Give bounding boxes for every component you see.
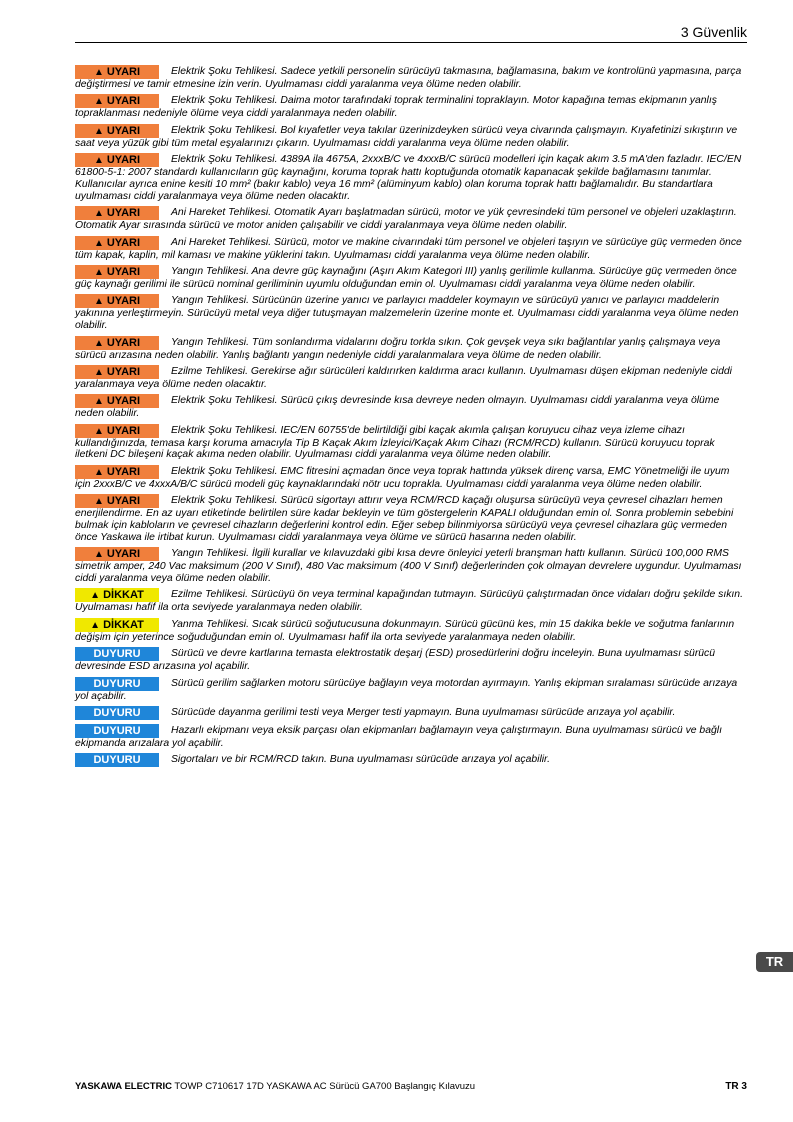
duyuru-badge [75,724,159,738]
notice-text: Ani Hareket Tehlikesi. Otomatik Ayarı başlatmadan sürücü, motor ve yük çevresindeki tüm personel ve objeleri uzaklaştırın. Otomatik Ayar sırasında sürücü ve motor aniden çalışabilir ve ciddi yaralanmaya veya ölüme neden olabilir. [75,207,737,232]
notice-text: Elektrik Şoku Tehlikesi. Sadece yetkili personelin sürücüyü takmasına, bağlamasına, bakım ve kontrolünü yapmasına, parça değiştirmesi ve tamir etmesine izin verin. Uyulmaması ciddi yaralanma veya ölüme neden olabilir. [75,66,742,90]
warning-triangle-icon: ▲ [93,366,104,378]
notice-uyari [75,237,747,262]
section-title: 3 Güvenlik [680,24,747,40]
warning-triangle-icon: ▲ [90,619,101,631]
notice-uyari [75,366,747,391]
notice-duyuru [75,648,747,673]
notice-uyari [75,295,747,332]
notice-uyari [75,425,747,462]
warning-triangle-icon: ▲ [93,96,104,108]
notice-duyuru [75,754,747,767]
uyari-badge [75,394,159,408]
warning-triangle-icon: ▲ [93,237,104,249]
duyuru-badge [75,647,159,661]
badge-label: UYARI [106,395,141,408]
notice-text: Ezilme Tehlikesi. Gerekirse ağır sürücüleri kaldırırken kaldırma aracı kullanın. Uyulmaması düşen ekipman nedeniyle ciddi yaralanmaya veya ölüme neden olacaktır. [75,365,732,390]
badge-label: UYARI [106,265,141,278]
dikkat-badge [75,588,159,602]
badge-label: UYARI [106,236,141,249]
badge-label: UYARI [106,124,141,137]
notice-text: Ani Hareket Tehlikesi. Sürücü, motor ve makine civarındaki tüm personel ve objeleri taşıyın ve sürücüye güç vermeden önce tüm kapak, kaplin, mil kaması ve makine yüklerini takın. Uyulmaması ciddi yaralanma veya ölüme neden olabilir. [75,236,742,261]
notice-uyari [75,466,747,491]
warning-triangle-icon: ▲ [93,466,104,478]
notice-uyari [75,207,747,232]
notice-text: Yanma Tehlikesi. Sıcak sürücü soğutucusuna dokunmayın. Sürücü gücünü kes, min 15 dakika bekle ve soğutma fanlarının değişim için yeterince soğuduğundan emin ol. Uyulmaması hafif ila orta seviyede yaralanmaya neden olabilir. [75,618,735,643]
notice-text: Yangın Tehlikesi. Ana devre güç kaynağını (Aşırı Akım Kategori III) yanlış gerilimle kullanma. Sürücüye güç vermeden önce güç kaynağı gerilimi ile sürücü nominal geriliminin uyumlu olduğundan emin ol. Uyulmaması ciddi yaralanma veya ölüme neden olabilir. [75,265,737,290]
notice-text: Elektrik Şoku Tehlikesi. Bol kıyafetler veya takılar üzerinizdeyken sürücü veya civarında çalışmayın. Kıyafetinizi sıkıştırın ve saat veya yüzük gibi tüm metal eşyalarınızı çıkarın. Uyulmaması ciddi yaralanma veya ölüme neden olabilir. [75,124,738,149]
badge-label: UYARI [106,295,141,308]
badge-label: UYARI [106,465,141,478]
notice-text: Elektrik Şoku Tehlikesi. 4389A ila 4675A, 2xxxB/C ve 4xxxB/C sürücü modelleri için kaçak akım 3.5 mA'den fazladır. IEC/EN 61800-5-1: 2007 standardı kullanıcıların güç kaynağını, koruma toprak hattı koptuğunda otomatik kapanacak şekilde bağlamasını tanımlar. Kullanıcılar ayrıca enine kesiti 10 mm² (bakır kablo) veya 16 mm² (alüminyum kablo) olan koruma toprak hattı bağlamalıdır. Bu standartlara uyulmaması ciddi yaralanmaya veya ölüme neden olacaktır. [75,154,742,202]
notice-uyari [75,125,747,150]
uyari-badge [75,365,159,379]
notice-duyuru [75,725,747,750]
badge-label: DUYURU [93,724,141,737]
safety-notices [75,66,747,772]
notice-text: Elektrik Şoku Tehlikesi. Sürücü sigortayı attırır veya RCM/RCD kaçağı oluşursa sürücüyü veya çevresel cihazları hemen enerjilendirme. En az uyarı etiketinde belirtilen süre kadar bekleyin ve tüm göstergelerin KAPALI olduğundan emin ol. Sonra problemin sebebini bulmak için kabloların ve çevresel cihazların değerlerini kontrol edin. Eğer sebep bilinmiyorsa sürücüyü veya çevresel cihazlara güç vermeden önce Yaskawa ile irtibat kurun. Uyulmaması ciddi yaralanmaya veya ölüme ve sürücü hasarına neden olabilir. [75,495,734,543]
uyari-badge [75,206,159,220]
badge-label: UYARI [106,424,141,437]
badge-label: DİKKAT [103,589,144,602]
notice-uyari [75,154,747,202]
warning-triangle-icon: ▲ [93,296,104,308]
warning-triangle-icon: ▲ [93,425,104,437]
warning-triangle-icon: ▲ [93,266,104,278]
uyari-badge [75,265,159,279]
notice-uyari [75,266,747,291]
notice-uyari [75,495,747,543]
badge-label: UYARI [106,548,141,561]
badge-label: UYARI [106,336,141,349]
footer-document [75,1081,475,1092]
notice-uyari [75,66,747,91]
warning-triangle-icon: ▲ [93,337,104,349]
notice-text: Yangın Tehlikesi. İlgili kurallar ve kılavuzdaki gibi kısa devre önleyici yeterli branşman hattı kullanın. Sürücü 100,000 RMS simetrik amper, 240 Vac maksimum (200 V Sınıf), 480 Vac maksimum (400 V Sınıf) değerlerinden çok olmayan devrelere uygundur. Uyulmaması ciddi yaralanma veya ölüme neden olabilir. [75,548,742,585]
warning-triangle-icon: ▲ [90,590,101,602]
badge-label: DUYURU [93,677,141,690]
notice-text: Elektrik Şoku Tehlikesi. EMC fitresini açmadan önce veya toprak hattında yüksek direnç varsa, EMC Yönetmeliği ile uyum için 2xxxB/C ve 4xxxA/B/C sürücü modeli güç kaynaklarındaki nötr ucu topraklа. Uyulmaması ciddi yaralanma veya ölüme neden olabilir. [75,465,730,490]
warning-triangle-icon: ▲ [93,67,104,78]
notice-duyuru [75,678,747,703]
warning-triangle-icon: ▲ [93,125,104,137]
notice-uyari [75,337,747,362]
badge-label: UYARI [106,495,141,508]
duyuru-badge [75,753,159,767]
notice-uyari [75,395,747,420]
badge-label: DUYURU [93,648,141,661]
warning-triangle-icon: ▲ [93,208,104,220]
warning-triangle-icon: ▲ [93,396,104,408]
uyari-badge [75,153,159,167]
duyuru-badge [75,677,159,691]
notice-text: Sürücü ve devre kartlarına temasta elektrostatik deşarj (ESD) prosedürlerini doğru inceleyin. Buna uyulmaması sürücü devresinde ESD arızasına yol açabilir. [75,648,716,673]
notice-text: Elektrik Şoku Tehlikesi. Sürücü çıkış devresinde kısa devreye neden olmayın. Uyulmaması ciddi yaralanma veya ölüme neden olabilir. [75,395,720,420]
uyari-badge [75,236,159,250]
uyari-badge [75,294,159,308]
badge-label: UYARI [106,154,141,167]
warning-triangle-icon: ▲ [93,496,104,508]
notice-text: Elektrik Şoku Tehlikesi. IEC/EN 60755'de belirtildiği gibi kaçak akımla çalışan koruyucu cihaz veya izleme cihazı kullandığınızda, temasa karşı koruma amacıyla Tip B Kaçak Akım İzleyici/Kaçak Akım Cihazı (RCM/RCD) kullanın. Sürücü koruyucu toprak iletkeni DC bileşeni kaçak akıma neden olabilir. Uyulmaması ciddi yaralanma veya ölüme neden olabilir. [75,424,715,461]
notice-text: Sigortaları ve bir RCM/RCD takın. Buna uyulmaması sürücüde arızaya yol açabilir. [171,753,551,765]
notice-dikkat [75,589,747,614]
notice-text: Yangın Tehlikesi. Tüm sonlandırma vidalarını doğru torkla sıkın. Çok gevşek veya sıkı bağlantılar yanlış çalışmaya veya sürücü arızasına neden olabilir. Yanlış bağlantı yangın nedeniyle ciddi yaralanmalara veya ölüme de neden olabilir. [75,336,721,361]
uyari-badge [75,65,159,79]
duyuru-badge [75,706,159,720]
uyari-badge [75,465,159,479]
uyari-badge [75,94,159,108]
badge-label: UYARI [106,207,141,220]
page-footer [75,1081,747,1092]
badge-label: UYARI [106,95,141,108]
notice-duyuru [75,707,747,720]
uyari-badge [75,124,159,138]
footer-doc-title: TOWP C710617 17D YASKAWA AC Sürücü GA700 Başlangıç Kılavuzu [171,1081,476,1092]
notice-uyari [75,548,747,585]
badge-label: UYARI [106,365,141,378]
notice-text: Sürücüde dayanma gerilimi testi veya Merger testi yapmayın. Buna uyulmaması sürücüde arızaya yol açabilir. [171,707,676,718]
language-tab: TR [756,952,793,972]
notice-text: Hazarlı ekipmanı veya eksik parçası olan ekipmanları bağlamayın veya çalıştırmayın. Buna uyulmaması sürücü ve bağlı ekipmanda arızalara yol açabilir. [75,724,722,749]
notice-dikkat [75,619,747,644]
uyari-badge [75,336,159,350]
badge-label: DİKKAT [103,618,144,631]
dikkat-badge [75,618,159,632]
notice-text: Elektrik Şoku Tehlikesi. Daima motor tarafındaki toprak terminalini topraklayın. Motor kapağına temas ekipmanın yanlış topraklanması nedeniyle ölüme veya ciddi yaralanmaya neden olabilir. [75,95,717,120]
badge-label: DUYURU [93,707,141,719]
notice-uyari [75,95,747,120]
warning-triangle-icon: ▲ [93,549,104,561]
warning-triangle-icon: ▲ [93,155,104,167]
notice-text: Yangın Tehlikesi. Sürücünün üzerine yanıcı ve parlayıcı maddeler koymayın ve sürücüyü yanıcı ve parlayıcı maddelerin yakınına yerleştirmeyin. Sürücüyü metal veya diğer tutuşmayan malzemelerin üzerine monte et. Uyulmaması ciddi yaralanma veya ölüme neden olabilir. [75,295,739,332]
notice-text: Ezilme Tehlikesi. Sürücüyü ön veya terminal kapağından tutmayın. Sürücüyü çalıştırmadan önce vidaları doğru şekilde sıkın. Uyulmaması hafif ila orta seviyede yaralanmaya neden olabilir. [75,589,743,614]
uyari-badge [75,547,159,561]
badge-label: UYARI [106,66,141,78]
badge-label: DUYURU [93,753,141,766]
uyari-badge [75,494,159,508]
page-header [75,22,747,43]
notice-text: Sürücü gerilim sağlarken motoru sürücüye bağlayın veya motordan ayırmayın. Yanlış ekipman sıralaması sürücüde arızaya yol açabilir. [75,677,738,702]
footer-brand: YASKAWA ELECTRIC [75,1081,172,1092]
page-number: TR 3 [725,1081,747,1092]
uyari-badge [75,424,159,438]
